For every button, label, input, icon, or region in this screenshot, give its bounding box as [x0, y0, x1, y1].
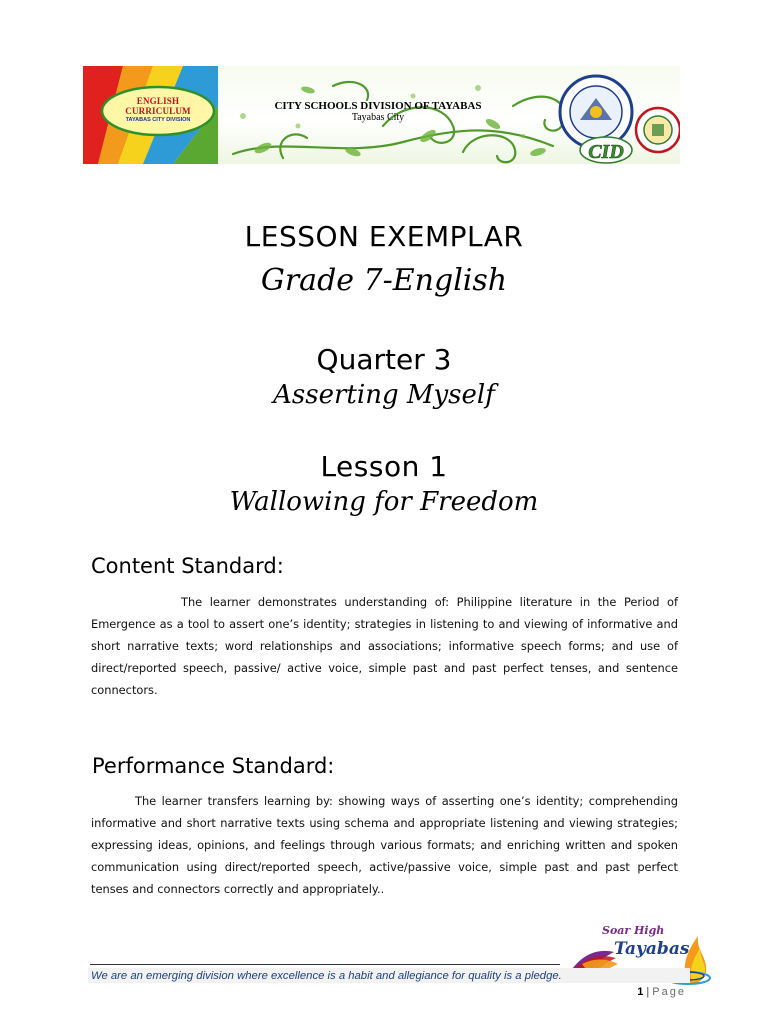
page-separator: | — [646, 986, 650, 998]
grade-subject: Grade 7-English — [260, 263, 508, 298]
lesson-label: Lesson 1 — [320, 450, 448, 483]
logo-line-2: Tayabas — [614, 939, 690, 959]
badge-title: ENGLISH CURRICULUM — [125, 96, 191, 116]
document-title: LESSON EXEMPLAR — [244, 220, 524, 253]
badge-subtitle: TAYABAS CITY DIVISION — [125, 117, 191, 123]
performance-standard-text: The learner transfers learning by: showing ways of asserting one’s identity; comprehending informative and short narrative texts using schema and appropriate listening and viewing strategies; expressing ideas, opinions, and feelings through various formats; and enriching written and spoken communication using direct/reported speech, active/passive voice, simple past and past perfect tenses and connectors correctly and appropriately.. — [91, 794, 678, 896]
page-number — [596, 986, 686, 998]
division-motto: We are an emerging division where excellence is a habit and allegiance for quality is a pledge. — [91, 970, 562, 982]
quarter-label: Quarter 3 — [316, 343, 452, 376]
city-name: Tayabas City — [351, 112, 405, 123]
division-name: CITY SCHOOLS DIVISION OF TAYABAS — [274, 100, 482, 112]
badge-text — [108, 96, 208, 123]
logo-line-1: Soar High — [602, 924, 665, 937]
cid-text: CID — [588, 141, 624, 163]
content-standard-text: The learner demonstrates understanding of: Philippine literature in the Period of Emergence as a tool to assert one’s identity; strategies in listening to and viewing of informative and short narrative texts; word relationships and associations; informative speech forms; and use of direct/reported speech, passive/ active voice, simple past and past perfect tenses, and sentence connectors. — [91, 595, 678, 697]
performance-standard-heading: Performance Standard: — [92, 754, 335, 778]
page-label: Page — [652, 986, 686, 998]
footer-divider — [90, 964, 560, 965]
content-standard-heading: Content Standard: — [91, 554, 284, 578]
deped-seals — [546, 70, 680, 164]
header-banner — [83, 66, 680, 164]
lesson-title: Wallowing for Freedom — [229, 487, 539, 517]
page-number-value: 1 — [637, 986, 644, 998]
quarter-theme: Asserting Myself — [273, 380, 495, 410]
